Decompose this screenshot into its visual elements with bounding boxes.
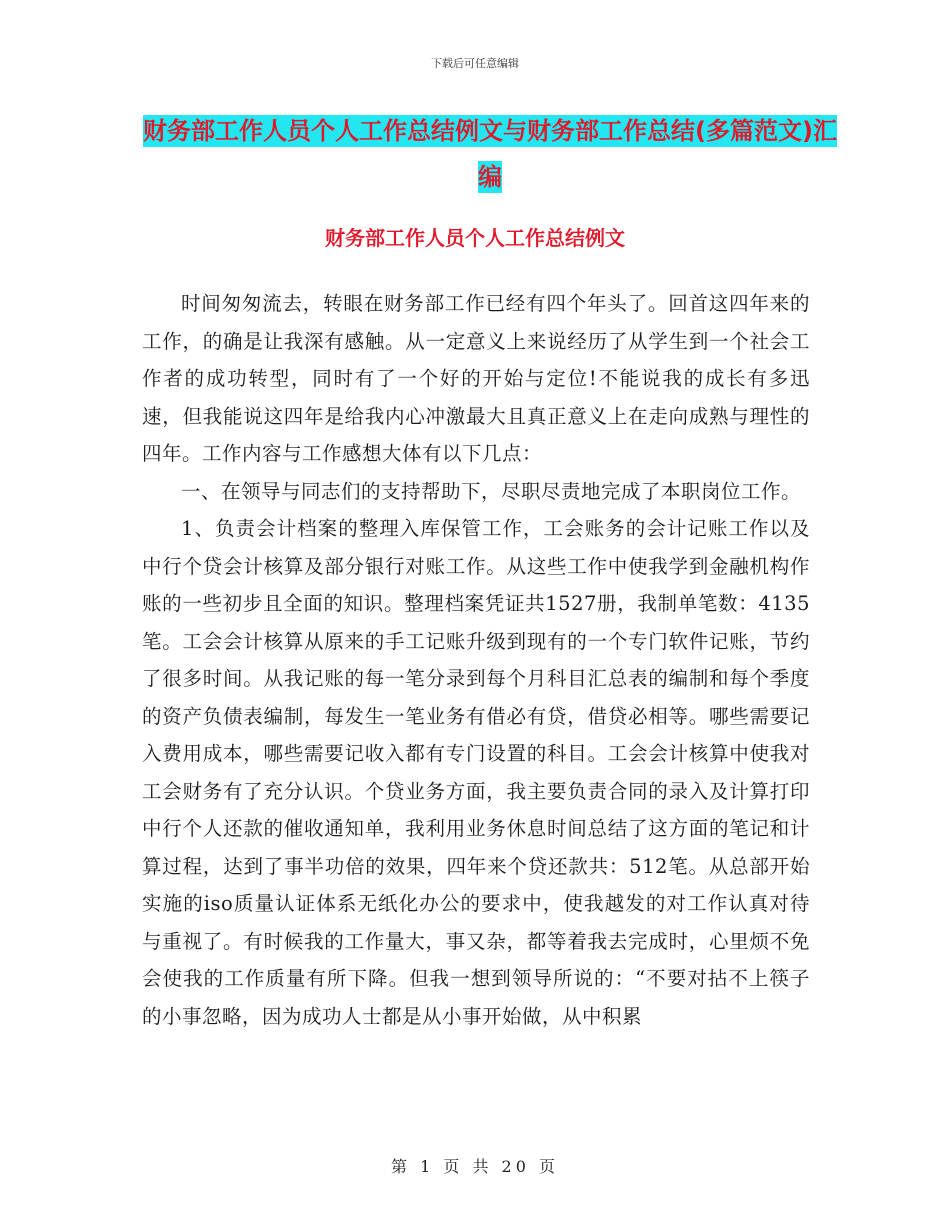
document-title xyxy=(140,108,840,200)
page-number: 第 1 页 共 20 页 xyxy=(391,1157,559,1176)
document-body xyxy=(142,285,810,1035)
document-title-text: 财务部工作人员个人工作总结例文与财务部工作总结(多篇范文)汇编 xyxy=(143,117,837,191)
paragraph: 一、在领导与同志们的支持帮助下，尽职尽责地完成了本职岗位工作。 xyxy=(181,479,802,503)
document-subtitle: 财务部工作人员个人工作总结例文 xyxy=(325,226,625,250)
paragraph: 时间匆匆流去，转眼在财务部工作已经有四个年头了。回首这四年来的工作，的确是让我深有感触。从一定意义上来说经历了从学生到一个社会工作者的成功转型，同时有了一个好的开始与定位!不能说我的成长有多迅速，但我能说这四年是给我内心冲激最大且真正意义上在走向成熟与理性的四年。工作内容与工作感想大体有以下几点： xyxy=(142,292,810,465)
header-note: 下载后可任意编辑 xyxy=(431,57,519,70)
paragraph: 1、负责会计档案的整理入库保管工作，工会账务的会计记账工作以及中行个贷会计核算及部分银行对账工作。从这些工作中使我学到金融机构作账的一些初步且全面的知识。整理档案凭证共1527册，我制单笔数：4135笔。工会会计核算从原来的手工记账升级到现有的一个专门软件记账，节约了很多时间。从我记账的每一笔分录到每个月科目汇总表的编制和每个季度的资产负债表编制，每发生一笔业务有借必有贷，借贷必相等。哪些需要记入费用成本，哪些需要记收入都有专门设置的科目。工会会计核算中使我对工会财务有了充分认识。个贷业务方面，我主要负责合同的录入及计算打印中行个人还款的催收通知单，我利用业务休息时间总结了这方面的笔记和计算过程，达到了事半功倍的效果，四年来个贷还款共：512笔。从总部开始实施的iso质量认证体系无纸化办公的要求中，使我越发的对工作认真对待与重视了。有时候我的工作量大，事又杂，都等着我去完成时，心里烦不免会使我的工作质量有所下降。但我一想到领导所说的：“不要对拈不上筷子的小事忽略，因为成功人士都是从小事开始做，从中积累 xyxy=(142,517,810,1028)
